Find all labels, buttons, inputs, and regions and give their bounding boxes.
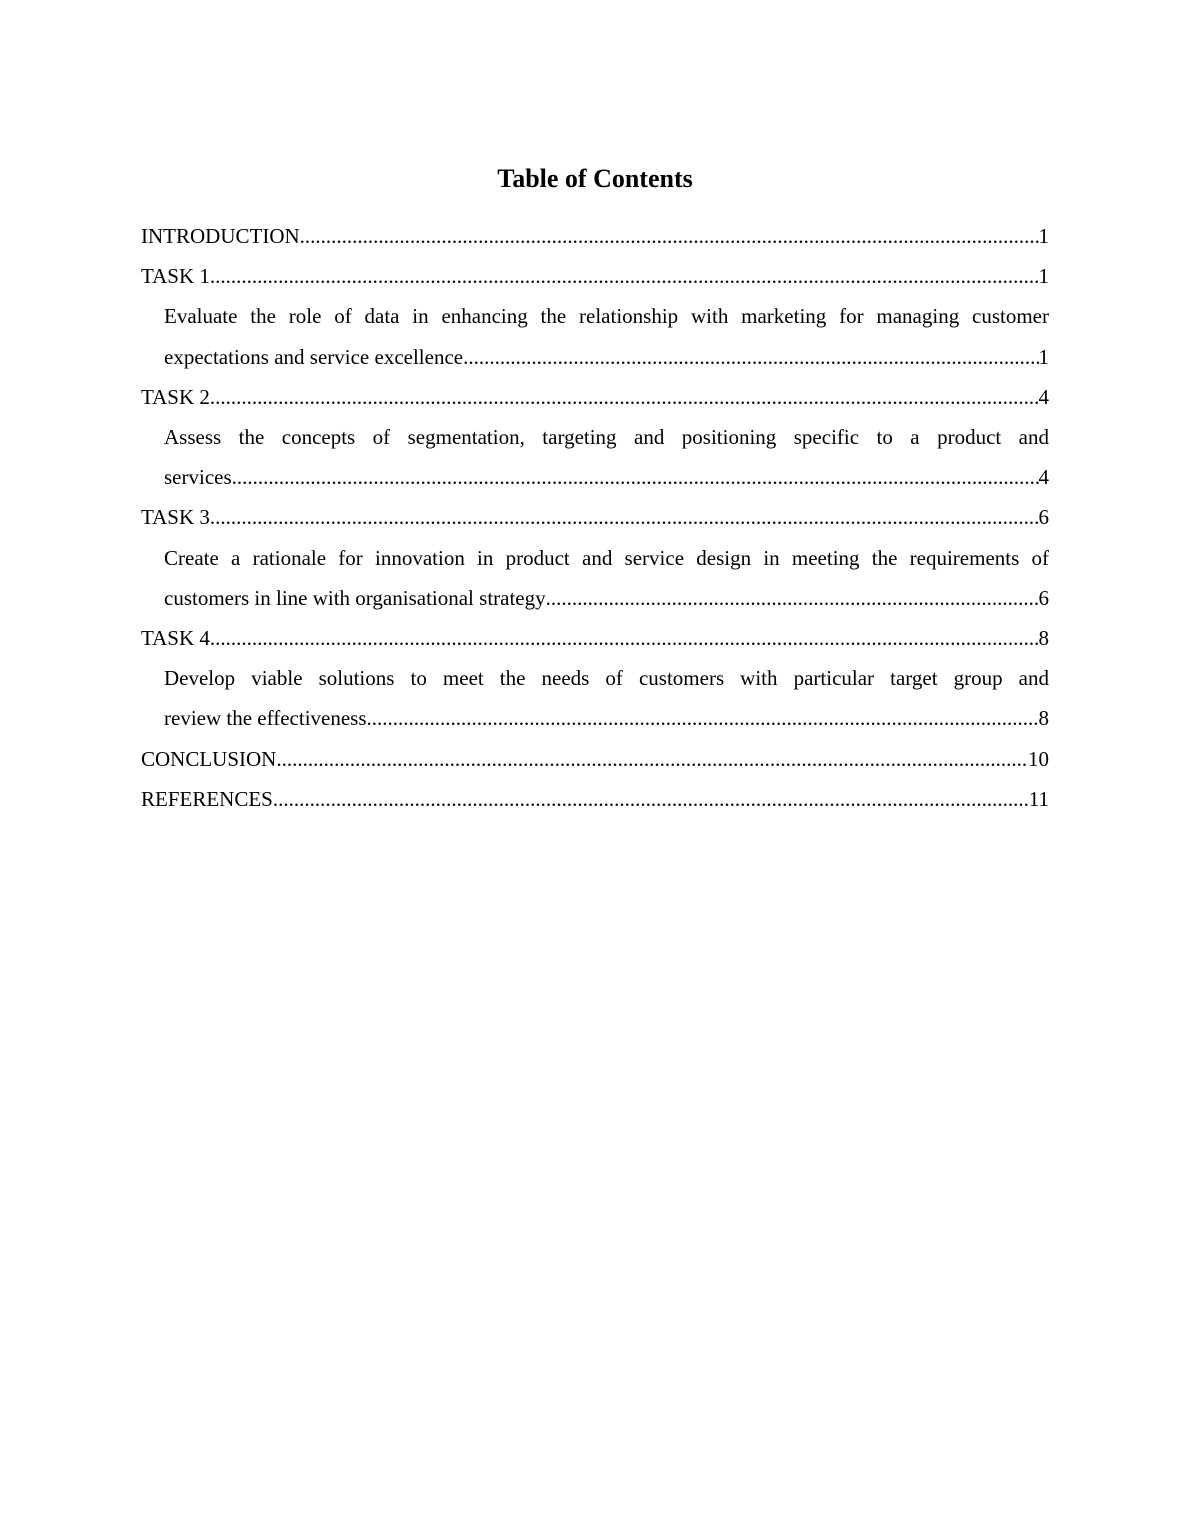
toc-entry-page-number: 8 <box>1038 626 1049 651</box>
dot-leader <box>210 618 1039 658</box>
toc-entry-page-number: 1 <box>1038 344 1049 369</box>
toc-entry-page-number: 1 <box>1038 264 1049 289</box>
dot-leader <box>463 337 1038 377</box>
toc-entry-line <box>164 457 1049 497</box>
toc-entry-label: TASK 1 <box>141 264 210 289</box>
toc-entry-title-line: Develop viable solutions to meet the needs of customers with particular target group and <box>164 666 1049 691</box>
toc-entry-line <box>141 779 1049 819</box>
dot-leader <box>367 698 1039 738</box>
toc-entry[interactable] <box>141 538 1049 618</box>
toc-entry[interactable] <box>141 417 1049 497</box>
toc-entry-label: TASK 2 <box>141 384 210 409</box>
toc-entry[interactable] <box>141 497 1049 537</box>
toc-entry-page-number: 11 <box>1028 786 1049 811</box>
toc-entry-line <box>141 377 1049 417</box>
toc-entry-line <box>141 618 1049 658</box>
dot-leader <box>276 739 1028 779</box>
toc-entry[interactable] <box>141 779 1049 819</box>
toc-entry-line <box>164 337 1049 377</box>
dot-leader <box>210 377 1039 417</box>
toc-entry-line <box>141 216 1049 256</box>
toc-entry-line <box>164 698 1049 738</box>
toc-title: Table of Contents <box>497 164 693 193</box>
toc-entry-page-number: 8 <box>1038 706 1049 731</box>
dot-leader <box>210 497 1039 537</box>
toc-entry-page-number: 10 <box>1028 746 1049 771</box>
toc-entry-label: CONCLUSION <box>141 746 277 771</box>
toc-entry-label: TASK 3 <box>141 505 210 530</box>
toc-entry-page-number: 6 <box>1038 585 1049 610</box>
toc-entry-line <box>141 739 1049 779</box>
toc-entry-label: review the effectiveness <box>164 706 367 731</box>
toc-entry-label: services <box>164 465 232 490</box>
toc-list <box>141 216 1049 819</box>
toc-entry[interactable] <box>141 296 1049 376</box>
toc-entry-line <box>141 497 1049 537</box>
toc-entry-title-line: Evaluate the role of data in enhancing the relationship with marketing for managing customer <box>164 304 1049 329</box>
dot-leader <box>300 216 1039 256</box>
toc-entry-label: customers in line with organisational strategy <box>164 585 546 610</box>
toc-entry[interactable] <box>141 216 1049 256</box>
dot-leader <box>546 578 1039 618</box>
toc-entry-label: TASK 4 <box>141 626 210 651</box>
toc-entry-page-number: 1 <box>1038 224 1049 248</box>
toc-entry[interactable] <box>141 256 1049 296</box>
toc-entry-page-number: 6 <box>1038 505 1049 530</box>
toc-entry[interactable] <box>141 618 1049 658</box>
toc-entry[interactable] <box>141 658 1049 738</box>
dot-leader <box>210 256 1039 296</box>
toc-entry-title-line: Create a rationale for innovation in product and service design in meeting the requirements of <box>164 545 1049 570</box>
toc-entry-label: REFERENCES <box>141 786 273 811</box>
toc-entry-line <box>141 256 1049 296</box>
toc-entry[interactable] <box>141 739 1049 779</box>
toc-entry-page-number: 4 <box>1038 384 1049 409</box>
toc-entry[interactable] <box>141 377 1049 417</box>
toc-entry-title-line: Assess the concepts of segmentation, targeting and positioning specific to a product and <box>164 425 1049 450</box>
dot-leader <box>232 457 1039 497</box>
toc-entry-line <box>164 578 1049 618</box>
dot-leader <box>273 779 1029 819</box>
toc-entry-label: expectations and service excellence <box>164 344 464 369</box>
toc-entry-label: INTRODUCTION <box>141 224 300 248</box>
toc-entry-page-number: 4 <box>1038 465 1049 490</box>
